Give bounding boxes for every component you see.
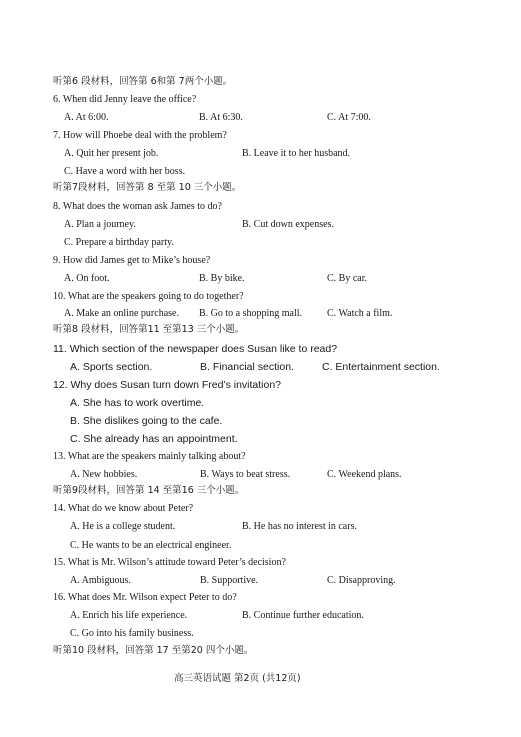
q12-option-c: C. She already has an appointment.: [70, 433, 238, 445]
q11-option-a: A. Sports section.: [70, 361, 153, 373]
q10-option-a: A. Make an online purchase.: [64, 308, 179, 319]
question-16: 16. What does Mr. Wilson expect Peter to do?: [53, 592, 237, 603]
q16-option-b: B. Continue further education.: [242, 610, 364, 621]
q13-option-c: C. Weekend plans.: [327, 469, 402, 480]
q9-option-b: B. By bike.: [199, 273, 245, 284]
q15-option-a: A. Ambiguous.: [70, 575, 131, 586]
q12-option-a: A. She has to work overtime.: [70, 397, 205, 409]
q14-option-b: B. He has no interest in cars.: [242, 521, 357, 532]
q16-option-a: A. Enrich his life experience.: [70, 610, 188, 621]
q9-option-c: C. By car.: [327, 273, 367, 284]
section-10-instruction: 听第10 段材料，回答第 17 至第20 四个小题。: [53, 645, 254, 656]
q9-option-a: A. On foot.: [64, 273, 110, 284]
section-8-instruction: 听第8 段材料，回答第11 至第13 三个小题。: [53, 324, 245, 335]
q10-option-b: B. Go to a shopping mall.: [199, 308, 303, 319]
question-8: 8. What does the woman ask James to do?: [53, 201, 222, 212]
q13-option-b: B. Ways to beat stress.: [200, 469, 291, 480]
question-13: 13. What are the speakers mainly talking about?: [53, 451, 246, 462]
section-6-instruction: 听第6 段材料，回答第 6和第 7两个小题。: [53, 76, 233, 87]
q8-option-c: C. Prepare a birthday party.: [64, 237, 174, 248]
q7-option-c: C. Have a word with her boss.: [64, 166, 186, 177]
question-6: 6. When did Jenny leave the office?: [53, 94, 197, 105]
q15-option-c: C. Disapproving.: [327, 575, 396, 586]
q13-option-a: A. New hobbies.: [70, 469, 138, 480]
section-7-instruction: 听第7段材料，回答第 8 至第 10 三个小题。: [53, 182, 242, 193]
page-footer: 高三英语试题 第2页 (共12页): [174, 673, 301, 684]
q6-option-c: C. At 7:00.: [327, 112, 371, 123]
q10-option-c: C. Watch a film.: [327, 308, 393, 319]
q14-option-c: C. He wants to be an electrical engineer.: [70, 540, 232, 551]
question-10: 10. What are the speakers going to do together?: [53, 291, 244, 302]
q11-option-b: B. Financial section.: [200, 361, 294, 373]
q6-option-b: B. At 6:30.: [199, 112, 243, 123]
q12-option-b: B. She dislikes going to the cafe.: [70, 415, 223, 427]
section-9-instruction: 听第9段材料，回答第 14 至第16 三个小题。: [53, 485, 245, 496]
q14-option-a: A. He is a college student.: [70, 521, 176, 532]
q6-option-a: A. At 6:00.: [64, 112, 109, 123]
question-7: 7. How will Phoebe deal with the problem?: [53, 130, 227, 141]
q7-option-b: B. Leave it to her husband.: [242, 148, 351, 159]
question-14: 14. What do we know about Peter?: [53, 503, 194, 514]
question-11: 11. Which section of the newspaper does Susan like to read?: [53, 343, 338, 355]
q11-option-c: C. Entertainment section.: [322, 361, 440, 373]
q8-option-b: B. Cut down expenses.: [242, 219, 334, 230]
q8-option-a: A. Plan a journey.: [64, 219, 136, 230]
q15-option-b: B. Supportive.: [200, 575, 259, 586]
question-12: 12. Why does Susan turn down Fred’s invitation?: [53, 379, 282, 391]
question-9: 9. How did James get to Mike’s house?: [53, 255, 211, 266]
q7-option-a: A. Quit her present job.: [64, 148, 159, 159]
question-15: 15. What is Mr. Wilson’s attitude toward Peter’s decision?: [53, 557, 286, 568]
q16-option-c: C. Go into his family business.: [70, 628, 194, 639]
